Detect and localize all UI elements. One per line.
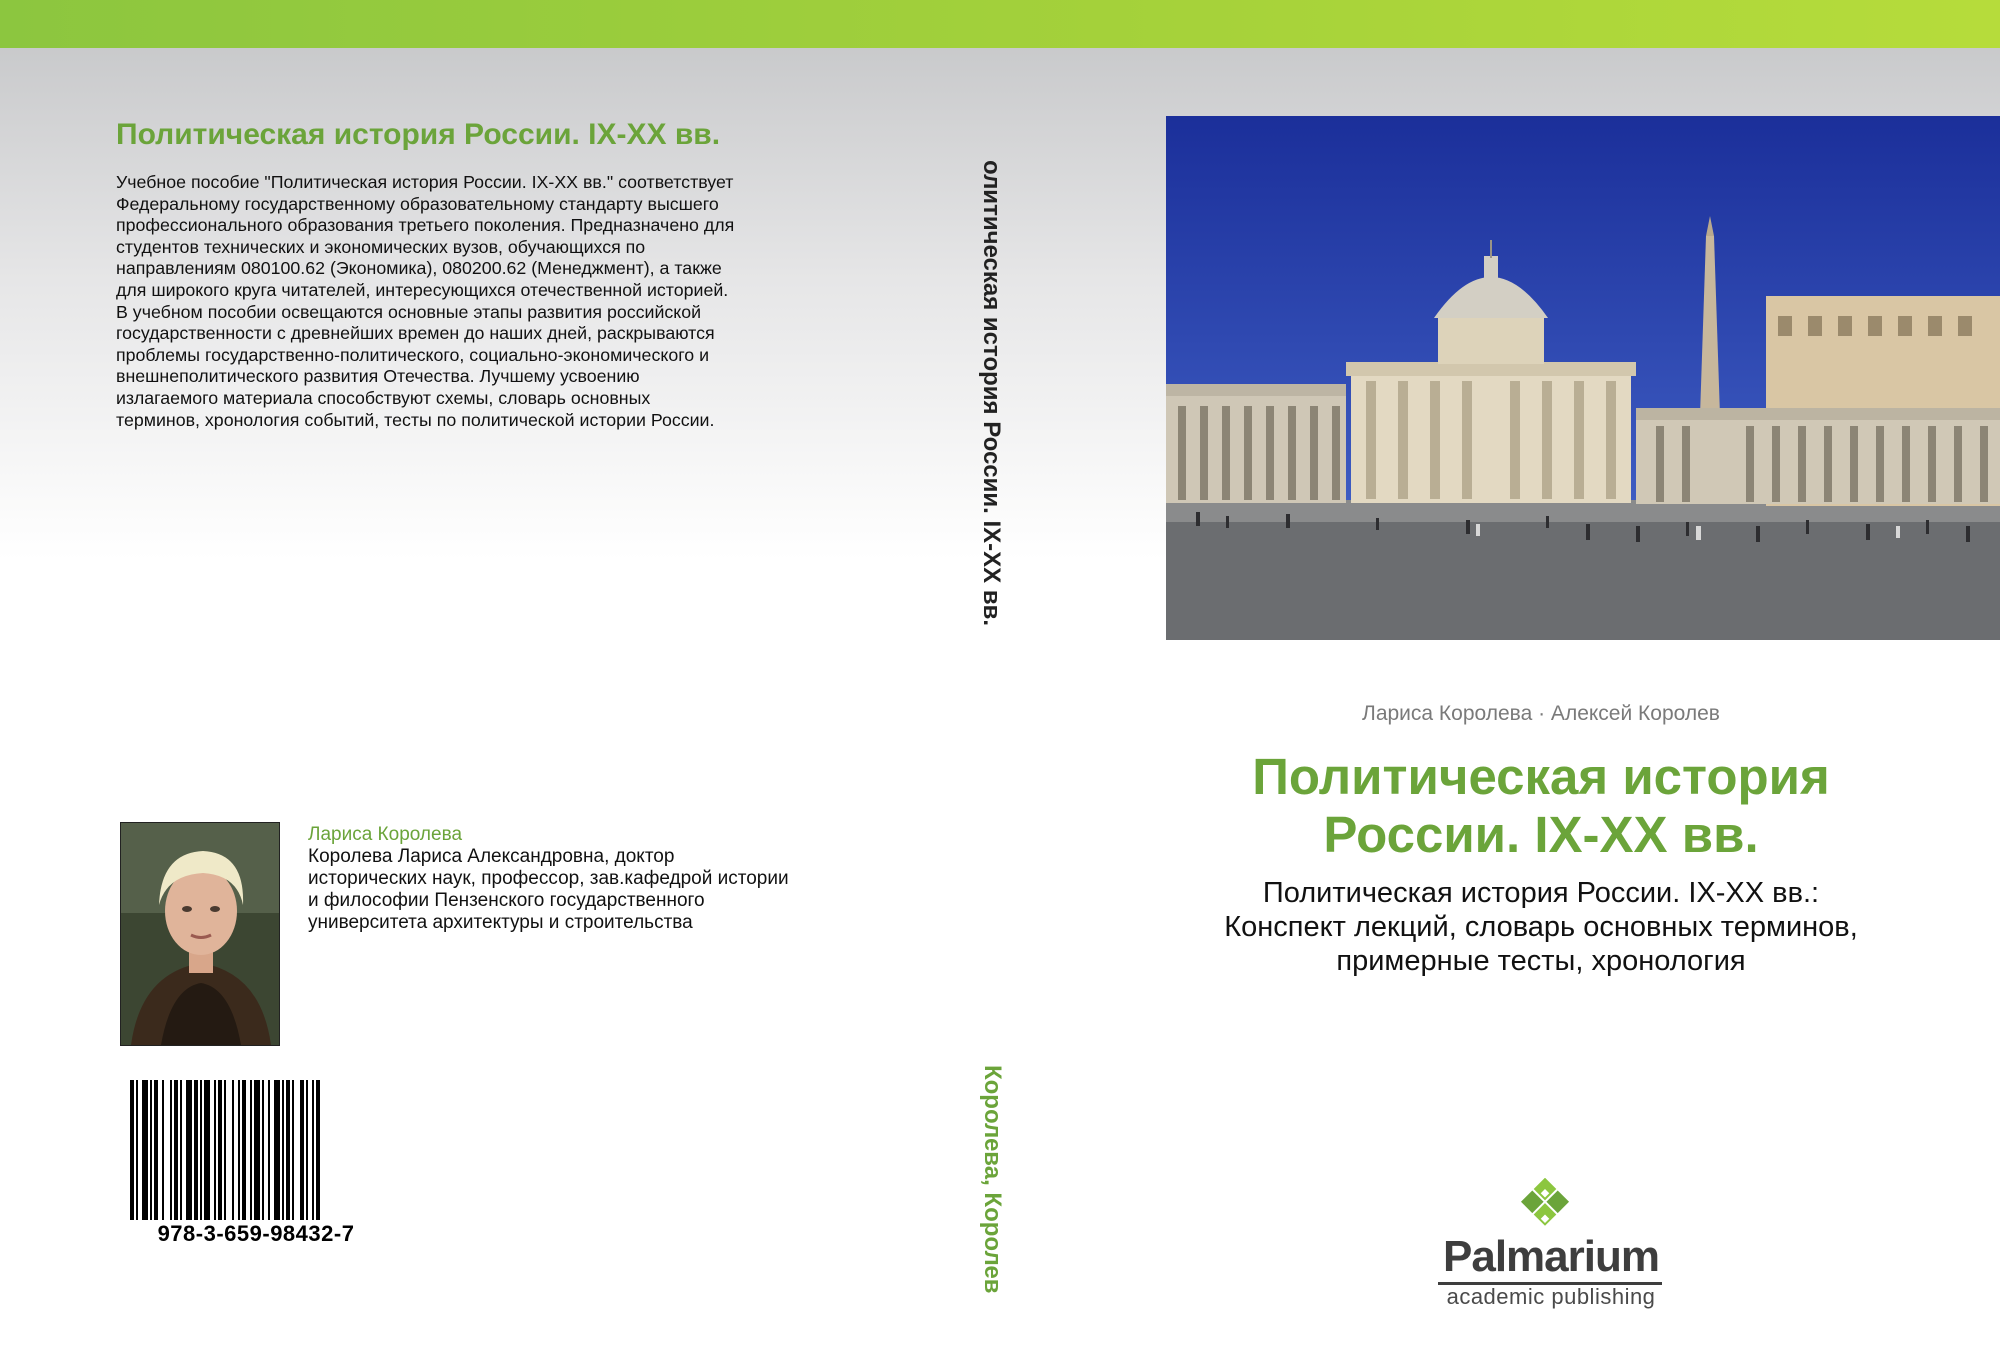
cover-photo-st-peters-square bbox=[1166, 116, 2000, 640]
isbn-number: 978-3-659-98432-7 bbox=[157, 1221, 355, 1246]
top-color-bar bbox=[0, 0, 2000, 48]
barcode-bar bbox=[254, 1080, 260, 1220]
barcode-bar bbox=[204, 1080, 210, 1220]
barcode-bar bbox=[214, 1080, 216, 1220]
barcode-bar bbox=[186, 1080, 192, 1220]
barcode-bar bbox=[224, 1080, 226, 1220]
isbn-barcode bbox=[128, 1080, 384, 1220]
barcode-bar bbox=[142, 1080, 148, 1220]
barcode-bar bbox=[174, 1080, 178, 1220]
front-cover-authors: Лариса Королева · Алексей Королев bbox=[1362, 702, 1720, 725]
barcode-bar bbox=[232, 1080, 234, 1220]
front-title-line: Политическая история bbox=[1252, 748, 1830, 805]
blurb-line: студентов технических и экономических вузов, обучающихся по bbox=[116, 236, 646, 257]
palmarium-logo-icon bbox=[1512, 1178, 1578, 1234]
author-bio-line: и философии Пензенского государственного bbox=[308, 890, 705, 911]
blurb-line: внешнеполитического развития Отечества. Лучшему усвоению bbox=[116, 366, 640, 387]
barcode-bar bbox=[282, 1080, 284, 1220]
barcode-bar bbox=[268, 1080, 270, 1220]
barcode-bar bbox=[286, 1080, 290, 1220]
barcode-bar bbox=[292, 1080, 294, 1220]
barcode-bar bbox=[300, 1080, 304, 1220]
spine-authors: Королева, Королев bbox=[979, 1065, 1006, 1294]
barcode-bar bbox=[250, 1080, 252, 1220]
blurb-line: терминов, хронология событий, тесты по политической истории России. bbox=[116, 409, 715, 430]
author-bio-line: университета архитектуры и строительства bbox=[308, 912, 693, 933]
author-bio-line: исторических наук, профессор, зав.кафедрой истории bbox=[308, 868, 789, 889]
barcode-bar bbox=[218, 1080, 222, 1220]
author-name: Лариса Королева bbox=[308, 824, 463, 845]
author-portrait-image bbox=[120, 822, 280, 1046]
front-cover-subtitle bbox=[1166, 876, 1916, 978]
subtitle-line: Конспект лекций, словарь основных терминов, bbox=[1224, 911, 1858, 943]
back-cover-blurb bbox=[116, 172, 816, 431]
publisher-name: Palmarium bbox=[1443, 1232, 1659, 1281]
blurb-line: проблемы государственно-политического, социально-экономического и bbox=[116, 344, 710, 365]
front-title-line: России. IX-XX вв. bbox=[1323, 806, 1759, 863]
author-bio bbox=[308, 846, 838, 934]
barcode-bar bbox=[262, 1080, 264, 1220]
barcode-bar bbox=[194, 1080, 198, 1220]
blurb-line: для широкого круга читателей, интересующихся отечественной историей. bbox=[116, 279, 729, 300]
blurb-line: профессионального образования третьего поколения. Предназначено для bbox=[116, 215, 735, 236]
blurb-line: излагаемого материала способствуют схемы, словарь основных bbox=[116, 387, 651, 408]
barcode-bar bbox=[238, 1080, 240, 1220]
subtitle-line: примерные тесты, хронология bbox=[1336, 945, 1746, 977]
barcode-bar bbox=[242, 1080, 246, 1220]
blurb-line: Учебное пособие "Политическая история России. IX-XX вв." соответствует bbox=[116, 172, 734, 192]
spine-title: олитическая история России. IX-XX вв. bbox=[978, 160, 1005, 627]
barcode-bar bbox=[162, 1080, 164, 1220]
barcode-bar bbox=[316, 1080, 320, 1220]
front-cover-title bbox=[1166, 748, 1916, 864]
barcode-bar bbox=[154, 1080, 158, 1220]
barcode-bar bbox=[312, 1080, 314, 1220]
barcode-bar bbox=[274, 1080, 280, 1220]
author-bio-line: Королева Лариса Александровна, доктор bbox=[308, 846, 675, 867]
barcode-bar bbox=[200, 1080, 202, 1220]
barcode-bar bbox=[306, 1080, 308, 1220]
barcode-bar bbox=[180, 1080, 182, 1220]
barcode-bar bbox=[170, 1080, 172, 1220]
publisher-tagline: academic publishing bbox=[1446, 1284, 1656, 1309]
blurb-line: Федеральному государственному образовательному стандарту высшего bbox=[116, 193, 719, 214]
blurb-line: В учебном пособии освещаются основные этапы развития российской bbox=[116, 301, 702, 322]
barcode-bar bbox=[150, 1080, 152, 1220]
subtitle-line: Политическая история России. IX-XX вв.: bbox=[1262, 877, 1820, 909]
blurb-line: государственности с древнейших времен до наших дней, раскрываются bbox=[116, 323, 715, 344]
barcode-bar bbox=[136, 1080, 138, 1220]
blurb-line: направлениям 080100.62 (Экономика), 080200.62 (Менеджмент), а также bbox=[116, 258, 722, 279]
back-cover-title: Политическая история России. IX-XX вв. bbox=[116, 118, 721, 151]
barcode-bar bbox=[130, 1080, 134, 1220]
